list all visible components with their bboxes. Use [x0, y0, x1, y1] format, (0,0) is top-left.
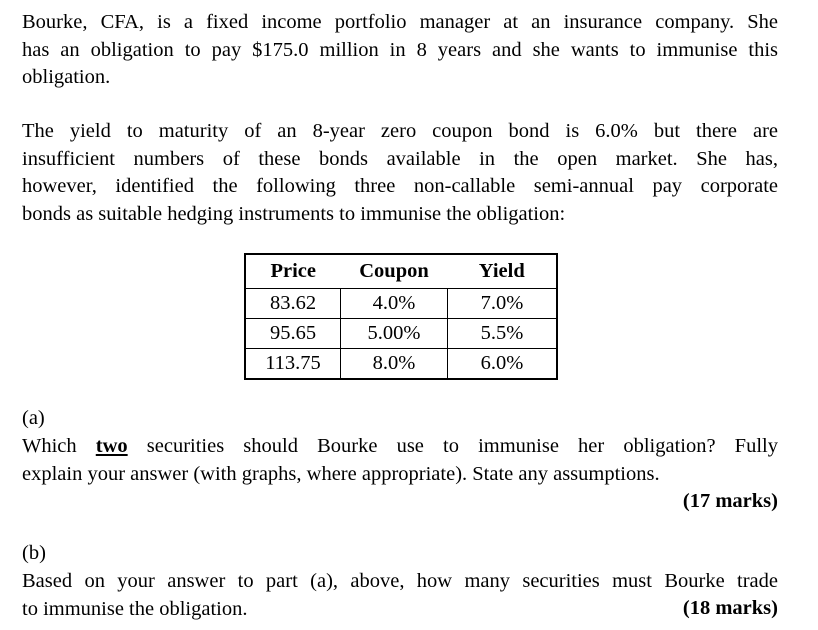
cell-yield: 6.0%: [448, 349, 558, 380]
part-b-line-1: Based on your answer to part (a), above, how many securities must Bourke trade: [22, 570, 778, 592]
part-a-text-after: securities should Bourke use to immunise her obligation? Fully: [127, 435, 778, 457]
context-paragraph: [22, 118, 778, 228]
part-a-text-before: Which: [22, 435, 96, 457]
context-line-2: insufficient numbers of these bonds available in the open market. She has,: [22, 147, 778, 170]
part-a-emphasis: two: [95, 435, 128, 457]
part-b-label: (b): [22, 542, 46, 564]
intro-line-2: has an obligation to pay $175.0 million in 8 years and she wants to immunise this: [22, 38, 778, 61]
part-b-line-2: to immunise the obligation.: [22, 597, 248, 620]
cell-coupon: 5.00%: [341, 319, 448, 349]
cell-coupon: 4.0%: [341, 289, 448, 319]
table-row: [245, 349, 557, 380]
intro-line-3: obligation.: [22, 66, 111, 88]
table-row: [245, 319, 557, 349]
part-a-line-1: [22, 433, 778, 461]
part-a-label: (a): [22, 407, 45, 429]
part-a-marks: (17 marks): [682, 490, 778, 512]
cell-yield: 5.5%: [448, 319, 558, 349]
cell-coupon: 8.0%: [341, 349, 448, 380]
part-b-marks: (18 marks): [682, 597, 778, 619]
context-line-1: The yield to maturity of an 8-year zero coupon bond is 6.0% but there are: [22, 120, 778, 142]
part-a-question: [22, 433, 778, 488]
header-yield: Yield: [448, 254, 558, 289]
cell-price: 83.62: [245, 289, 341, 319]
header-price: Price: [245, 254, 341, 289]
table-header-row: [245, 254, 557, 289]
cell-yield: 7.0%: [448, 289, 558, 319]
intro-paragraph: [22, 9, 778, 92]
header-coupon: Coupon: [341, 254, 448, 289]
cell-price: 113.75: [245, 349, 341, 380]
cell-price: 95.65: [245, 319, 341, 349]
part-b-question: [22, 568, 778, 623]
context-line-4: bonds as suitable hedging instruments to immunise the obligation:: [22, 202, 566, 225]
part-a-line-2: explain your answer (with graphs, where appropriate). State any assumptions.: [22, 462, 660, 485]
table-row: [245, 289, 557, 319]
intro-line-1: Bourke, CFA, is a fixed income portfolio manager at an insurance company. She: [22, 11, 778, 33]
context-line-3: however, identified the following three non-callable semi-annual pay corporate: [22, 175, 778, 197]
bond-table: [244, 253, 558, 380]
